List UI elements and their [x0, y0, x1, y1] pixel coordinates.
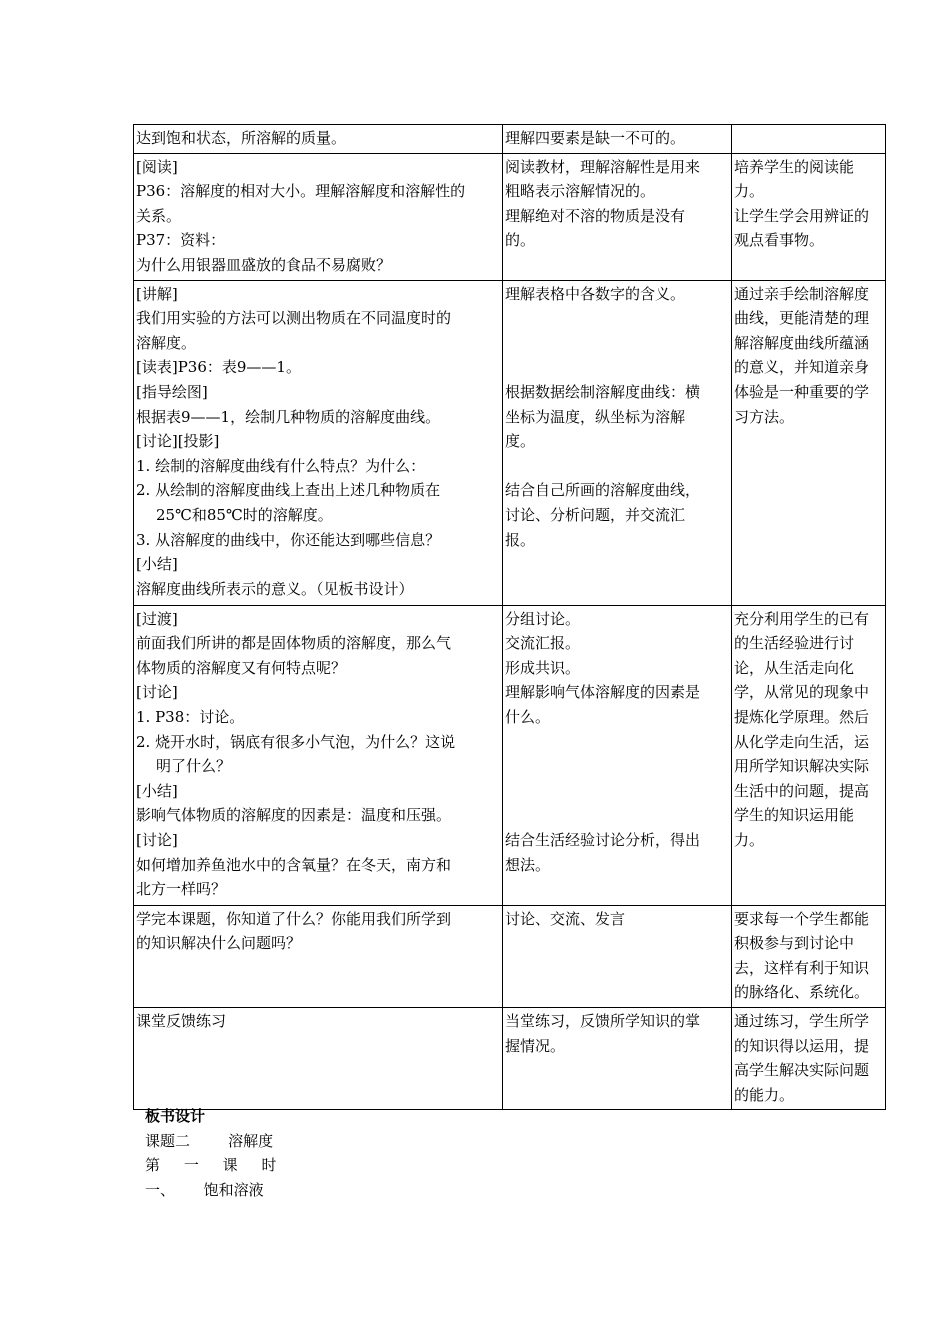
cell-line: 理解表格中各数字的含义。 — [505, 284, 686, 303]
cell-line: 如何增加养鱼池水中的含氧量？在冬天，南方和 — [136, 855, 452, 874]
cell-line: P36：溶解度的相对大小。理解溶解度和溶解性的 — [136, 182, 466, 201]
cell-line: 的能力。 — [734, 1085, 795, 1104]
cell-line — [505, 306, 729, 331]
cell-line: 让学生学会用辨证的 — [734, 206, 870, 225]
cell-line: 的。 — [505, 231, 536, 250]
table-row — [134, 605, 886, 905]
cell-line: [读表]P36：表9——1。 — [136, 358, 301, 377]
cell-line — [505, 355, 729, 380]
cell-line — [505, 779, 729, 804]
cell-line: 体物质的溶解度又有何特点呢？ — [136, 658, 347, 677]
cell-line: 理解绝对不溶的物质是没有 — [505, 206, 686, 225]
cell-line: 前面我们所讲的都是固体物质的溶解度，那么气 — [136, 634, 452, 653]
cell-line: [讨论] — [136, 683, 178, 702]
cell-line: 根据数据绘制溶解度曲线：横 — [505, 382, 701, 401]
cell-line — [505, 331, 729, 356]
cell-line: 提炼化学原理。然后 — [734, 707, 870, 726]
table-cell-c1 — [134, 280, 503, 605]
cell-line: 当堂练习，反馈所学知识的掌 — [505, 1011, 701, 1030]
cell-line: 25℃和85℃时的溶解度。 — [156, 505, 333, 524]
table-cell-c2 — [503, 280, 732, 605]
board-line: 一、 饱和溶液 — [145, 1180, 264, 1199]
table-row — [134, 280, 886, 605]
cell-line: 握情况。 — [505, 1036, 566, 1055]
table-cell-c3 — [732, 153, 886, 280]
cell-line: 理解影响气体溶解度的因素是 — [505, 683, 701, 702]
cell-line: [小结] — [136, 555, 178, 574]
cell-line: [阅读] — [136, 157, 178, 176]
table-cell-c2 — [503, 605, 732, 905]
cell-line: 溶解度。 — [136, 333, 197, 352]
cell-line: 影响气体物质的溶解度的因素是：温度和压强。 — [136, 806, 452, 825]
cell-line: [过渡] — [136, 609, 178, 628]
cell-line: 阅读教材，理解溶解性是用来 — [505, 157, 701, 176]
cell-line: 结合生活经验讨论分析，得出 — [505, 830, 701, 849]
cell-line: 学完本课题，你知道了什么？你能用我们所学到 — [136, 909, 452, 928]
table-cell-c3 — [732, 605, 886, 905]
cell-line: 通过亲手绘制溶解度 — [734, 284, 870, 303]
table-cell-c2 — [503, 153, 732, 280]
cell-line: 北方一样吗？ — [136, 880, 227, 899]
cell-line: 力。 — [734, 830, 765, 849]
cell-line: 积极参与到讨论中 — [734, 934, 855, 953]
cell-line: 的脉络化、系统化。 — [734, 983, 870, 1002]
cell-line: 培养学生的阅读能 — [734, 157, 855, 176]
cell-line: 要求每一个学生都能 — [734, 909, 870, 928]
cell-line: 明了什么？ — [156, 757, 232, 776]
cell-line: 力。 — [734, 182, 765, 201]
table-cell-c1 — [134, 125, 503, 154]
cell-line: 根据表9——1，绘制几种物质的溶解度曲线。 — [136, 407, 441, 426]
table-row — [134, 905, 886, 1007]
board-design-heading: 板书设计 — [145, 1107, 206, 1125]
cell-line: 坐标为温度，纵坐标为溶解 — [505, 407, 686, 426]
table-row — [134, 153, 886, 280]
cell-line: 关系。 — [136, 206, 182, 225]
table-cell-c3 — [732, 280, 886, 605]
table-cell-c2 — [503, 905, 732, 1007]
cell-line: 报。 — [505, 530, 536, 549]
cell-line: 3. 从溶解度的曲线中，你还能达到哪些信息？ — [136, 530, 441, 549]
cell-line: 我们用实验的方法可以测出物质在不同温度时的 — [136, 309, 452, 328]
cell-line: 想法。 — [505, 855, 551, 874]
table-cell-c2 — [503, 1007, 732, 1109]
table-cell-c1 — [134, 905, 503, 1007]
cell-line: [小结] — [136, 781, 178, 800]
cell-line: 理解四要素是缺一不可的。 — [505, 129, 686, 147]
cell-line: 的意义，并知道亲身 — [734, 358, 870, 377]
cell-line: 学，从常见的现象中 — [734, 683, 870, 702]
cell-line: 1. 绘制的溶解度曲线有什么特点？为什么： — [136, 456, 426, 475]
cell-line: 体验是一种重要的学 — [734, 382, 870, 401]
table-cell-c3 — [732, 125, 886, 154]
cell-line: 充分利用学生的已有 — [734, 609, 870, 628]
cell-line: 去，这样有利于知识 — [734, 958, 870, 977]
cell-line: 2. 从绘制的溶解度曲线上查出上述几种物质在 — [136, 481, 441, 500]
cell-line: 结合自己所画的溶解度曲线， — [505, 481, 701, 500]
table-row — [134, 125, 886, 154]
cell-line: 讨论、分析问题，并交流汇 — [505, 505, 686, 524]
cell-line: [讨论] — [136, 830, 178, 849]
board-line: 课题二 溶解度 — [145, 1131, 274, 1150]
cell-line: 溶解度曲线所表示的意义。（见板书设计） — [136, 579, 414, 598]
cell-line — [505, 754, 729, 779]
cell-line: 度。 — [505, 432, 536, 451]
cell-line: [讨论][投影] — [136, 432, 220, 451]
cell-line: 用所学知识解决实际 — [734, 757, 870, 776]
cell-line: 形成共识。 — [505, 658, 581, 677]
cell-line: 达到饱和状态，所溶解的质量。 — [136, 129, 347, 147]
cell-line — [505, 803, 729, 828]
cell-line: P37：资料： — [136, 231, 226, 250]
cell-line: 的知识得以运用，提 — [734, 1036, 870, 1055]
cell-line: [讲解] — [136, 284, 178, 303]
cell-line: 1. P38：讨论。 — [136, 707, 245, 726]
table-cell-c1 — [134, 1007, 503, 1109]
cell-line — [505, 454, 729, 479]
cell-line: 课堂反馈练习 — [136, 1011, 227, 1030]
cell-line: 解溶解度曲线所蕴涵 — [734, 333, 870, 352]
cell-line: 高学生解决实际问题 — [734, 1061, 870, 1080]
cell-line: 什么。 — [505, 707, 551, 726]
cell-line: 生活中的问题，提高 — [734, 781, 870, 800]
cell-line: 通过练习，学生所学 — [734, 1011, 870, 1030]
cell-line: 观点看事物。 — [734, 231, 825, 250]
cell-line: 的知识解决什么问题吗？ — [136, 934, 302, 953]
table-cell-c1 — [134, 153, 503, 280]
cell-line: 曲线，更能清楚的理 — [734, 309, 870, 328]
cell-line: 讨论、交流、发言 — [505, 909, 626, 928]
cell-line: [指导绘图] — [136, 382, 208, 401]
table-cell-c1 — [134, 605, 503, 905]
cell-line: 交流汇报。 — [505, 634, 581, 653]
lesson-plan-table — [133, 124, 886, 1110]
table-cell-c2 — [503, 125, 732, 154]
cell-line: 2. 烧开水时，锅底有很多小气泡，为什么？这说 — [136, 732, 456, 751]
cell-line: 为什么用银器皿盛放的食品不易腐败？ — [136, 255, 392, 274]
cell-line: 分组讨论。 — [505, 609, 581, 628]
cell-line: 的生活经验进行讨 — [734, 634, 855, 653]
board-design — [145, 1104, 277, 1202]
cell-line: 从化学走向生活，运 — [734, 732, 870, 751]
cell-line: 粗略表示溶解情况的。 — [505, 182, 656, 201]
table-cell-c3 — [732, 1007, 886, 1109]
cell-line: 习方法。 — [734, 407, 795, 426]
table-row — [134, 1007, 886, 1109]
table-cell-c3 — [732, 905, 886, 1007]
cell-line: 论，从生活走向化 — [734, 658, 855, 677]
board-line: 第 一 课 时 — [145, 1156, 277, 1175]
cell-line: 学生的知识运用能 — [734, 806, 855, 825]
cell-line — [505, 730, 729, 755]
